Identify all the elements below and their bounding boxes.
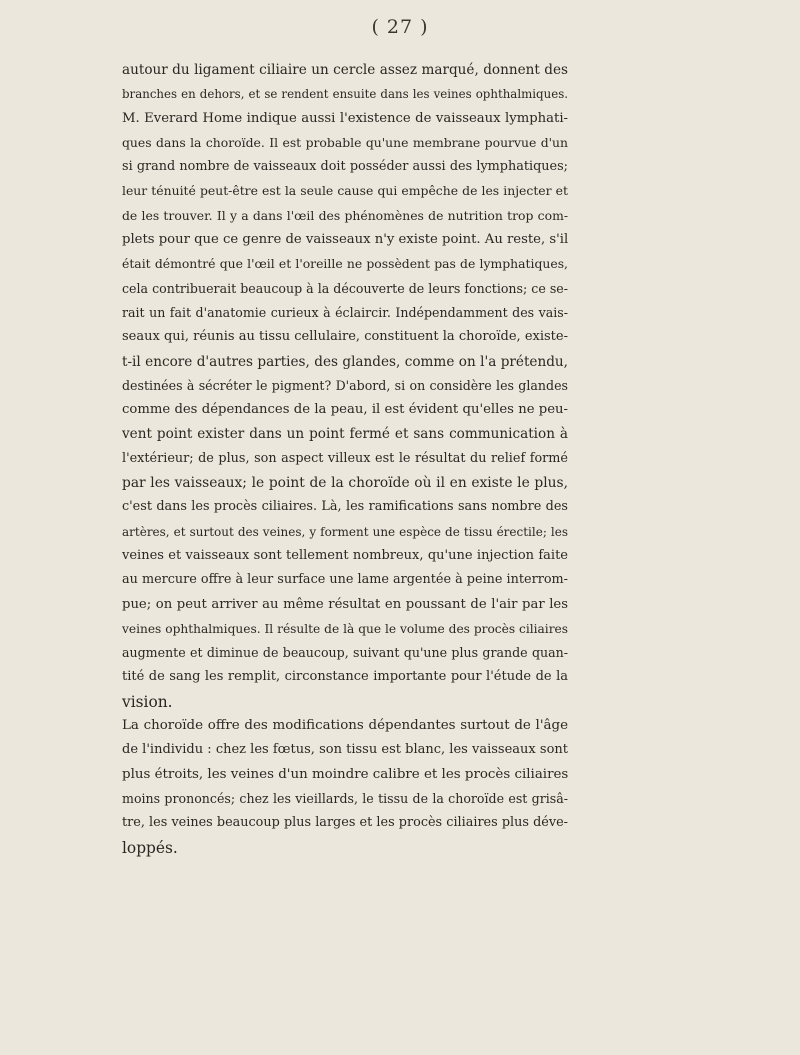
text-line: tité de sang les remplit, circonstance importante pour l'étude de la [122,669,568,685]
text-line: La choroïde offre des modifications dépendantes surtout de l'âge [122,718,568,734]
text-line: veines ophthalmiques. Il résulte de là que le volume des procès ciliaires [122,621,568,636]
text-line: cela contribuerait beaucoup à la découverte de leurs fonctions; ce se- [122,280,568,296]
text-line: de l'individu : chez les fœtus, son tissu est blanc, les vaisseaux sont [122,742,568,758]
text-line: plus étroits, les veines d'un moindre calibre et les procès ciliaires [122,766,569,782]
text-line: si grand nombre de vaisseaux doit posséder aussi des lymphatiques; [122,159,568,175]
text-line: l'extérieur; de plus, son aspect villeux est le résultat du relief formé [122,450,568,466]
text-line: comme des dépendances de la peau, il est évident qu'elles ne peu- [122,402,568,418]
text-line: ques dans la choroïde. Il est probable qu'une membrane pourvue d'un [122,134,568,150]
text-line: plets pour que ce genre de vaisseaux n'y existe point. Au reste, s'il [122,232,569,248]
text-line: branches en dehors, et se rendent ensuite dans les veines ophthalmiques. [122,87,568,102]
body-text [122,58,568,860]
text-line: pue; on peut arriver au même résultat en poussant de l'air par les [122,596,568,612]
text-line: vision. [122,692,173,711]
text-line: autour du ligament ciliaire un cercle assez marqué, donnent des [122,62,568,78]
text-line: vent point exister dans un point fermé et sans communication à [122,426,568,443]
text-line: moins prononcés; chez les vieillards, le tissu de la choroïde est grisâ- [122,790,568,806]
text-line: était démontré que l'œil et l'oreille ne possèdent pas de lymphatiques, [122,256,568,272]
text-line: seaux qui, réunis au tissu cellulaire, constituent la choroïde, existe- [122,329,568,345]
text-line: rait un fait d'anatomie curieux à éclaircir. Indépendamment des vais- [122,304,568,320]
text-line: M. Everard Home indique aussi l'existence de vaisseaux lymphati- [122,110,568,126]
text-line: leur ténuité peut-être est la seule cause qui empêche de les injecter et [122,183,568,199]
text-line: au mercure offre à leur surface une lame argentée à peine interrom- [122,572,568,588]
text-line: c'est dans les procès ciliaires. Là, les ramifications sans nombre des [122,499,568,515]
text-line: destinées à sécréter le pigment? D'abord, si on considère les glandes [122,377,568,393]
text-line: augmente et diminue de beaucoup, suivant qu'une plus grande quan- [122,645,568,661]
page-number: ( 27 ) [371,16,429,38]
text-line: artères, et surtout des veines, y forment une espèce de tissu érectile; les [122,524,568,539]
text-line: de les trouver. Il y a dans l'œil des phénomènes de nutrition trop com- [122,207,568,223]
text-line: par les vaisseaux; le point de la choroïde où il en existe le plus, [122,475,568,492]
text-line: t-il encore d'autres parties, des glandes, comme on l'a prétendu, [122,353,568,370]
text-line: loppés. [122,838,178,857]
text-line: tre, les veines beaucoup plus larges et les procès ciliaires plus déve- [122,815,568,831]
text-line: veines et vaisseaux sont tellement nombreux, qu'une injection faite [122,547,568,563]
